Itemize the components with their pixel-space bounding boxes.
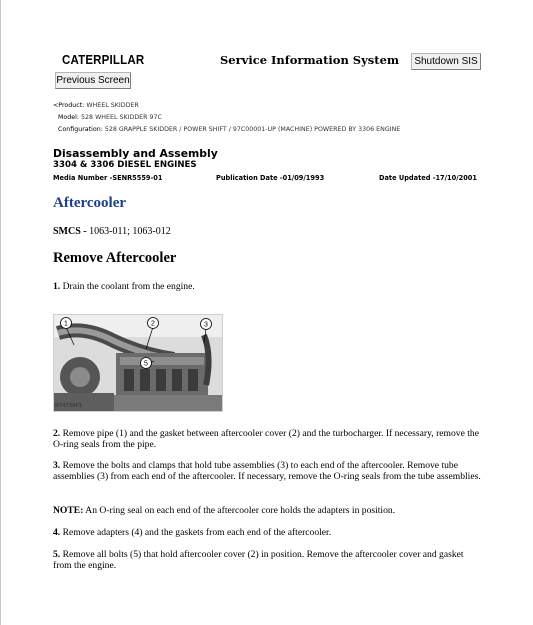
callout-1 bbox=[61, 318, 72, 329]
model-line bbox=[58, 114, 162, 121]
caterpillar-logo: CATERPILLAR bbox=[62, 53, 145, 67]
page-title: Aftercooler bbox=[53, 195, 127, 211]
previous-screen-button[interactable]: Previous Screen bbox=[55, 72, 131, 89]
configuration-line bbox=[58, 126, 400, 133]
engine-illustration bbox=[53, 314, 223, 412]
shutdown-sis-button[interactable]: Shutdown SIS bbox=[411, 53, 481, 70]
step-text: Remove adapters (4) and the gaskets from each end of the aftercooler. bbox=[62, 527, 332, 538]
figure-id: B74739P1 bbox=[55, 403, 83, 409]
model-value: 528 WHEEL SKIDDER 97C bbox=[81, 114, 162, 121]
step-1 bbox=[53, 281, 483, 292]
product-label: <Product: bbox=[53, 102, 85, 109]
configuration-value: 528 GRAPPLE SKIDDER / POWER SHIFT / 97C00001-UP (MACHINE) POWERED BY 3306 ENGINE bbox=[104, 126, 401, 133]
smcs-codes bbox=[53, 226, 171, 237]
step-text: Remove all bolts (5) that hold aftercooler cover (2) in position. Remove the aftercooler cover and gasket from the engine. bbox=[53, 549, 464, 571]
step-number: 4. bbox=[53, 527, 61, 538]
smcs-value: 1063-011; 1063-012 bbox=[89, 226, 171, 237]
smcs-label: SMCS - bbox=[53, 226, 87, 237]
model-label: Model: bbox=[58, 114, 80, 121]
note-label: NOTE: bbox=[53, 505, 84, 516]
svg-text:1: 1 bbox=[64, 320, 68, 328]
publication-date: Publication Date -01/09/1993 bbox=[216, 174, 325, 182]
step-number: 3. bbox=[53, 460, 61, 471]
step-5 bbox=[53, 549, 483, 571]
callout-2 bbox=[148, 318, 159, 329]
step-text: Remove pipe (1) and the gasket between aftercooler cover (2) and the turbocharger. If necessary, remove the O-ring seals from the pipe. bbox=[53, 428, 479, 450]
step-4 bbox=[53, 527, 483, 538]
document-subheading: 3304 & 3306 DIESEL ENGINES bbox=[53, 160, 197, 170]
svg-text:5: 5 bbox=[144, 360, 148, 368]
note bbox=[53, 505, 483, 516]
product-line bbox=[53, 102, 139, 109]
callout-3 bbox=[201, 319, 212, 330]
page-border bbox=[0, 0, 1, 625]
step-number: 5. bbox=[53, 549, 61, 560]
system-title: Service Information System bbox=[220, 53, 400, 67]
step-number: 2. bbox=[53, 428, 61, 439]
step-text: Remove the bolts and clamps that hold tube assemblies (3) to each end of the aftercooler. Remove tube assemblies (3) from each end of the aftercooler. If necessary, remove the O-ring seals from the tube assemblies. bbox=[53, 460, 481, 482]
date-updated: Date Updated -17/10/2001 bbox=[379, 174, 477, 182]
note-text: An O-ring seal on each end of the aftercooler core holds the adapters in position. bbox=[85, 505, 396, 516]
svg-text:3: 3 bbox=[204, 321, 208, 329]
configuration-label: Configuration: bbox=[58, 126, 103, 133]
document-heading: Disassembly and Assembly bbox=[53, 147, 218, 160]
product-value: WHEEL SKIDDER bbox=[86, 102, 139, 109]
callout-5 bbox=[141, 358, 152, 369]
section-heading: Remove Aftercooler bbox=[53, 250, 177, 266]
step-3 bbox=[53, 460, 483, 482]
step-number: 1. bbox=[53, 281, 61, 292]
svg-text:2: 2 bbox=[151, 320, 155, 328]
step-text: Drain the coolant from the engine. bbox=[62, 281, 195, 292]
media-number: Media Number -SENR5559-01 bbox=[53, 174, 163, 182]
step-2 bbox=[53, 428, 483, 450]
engine-photo bbox=[54, 315, 223, 412]
